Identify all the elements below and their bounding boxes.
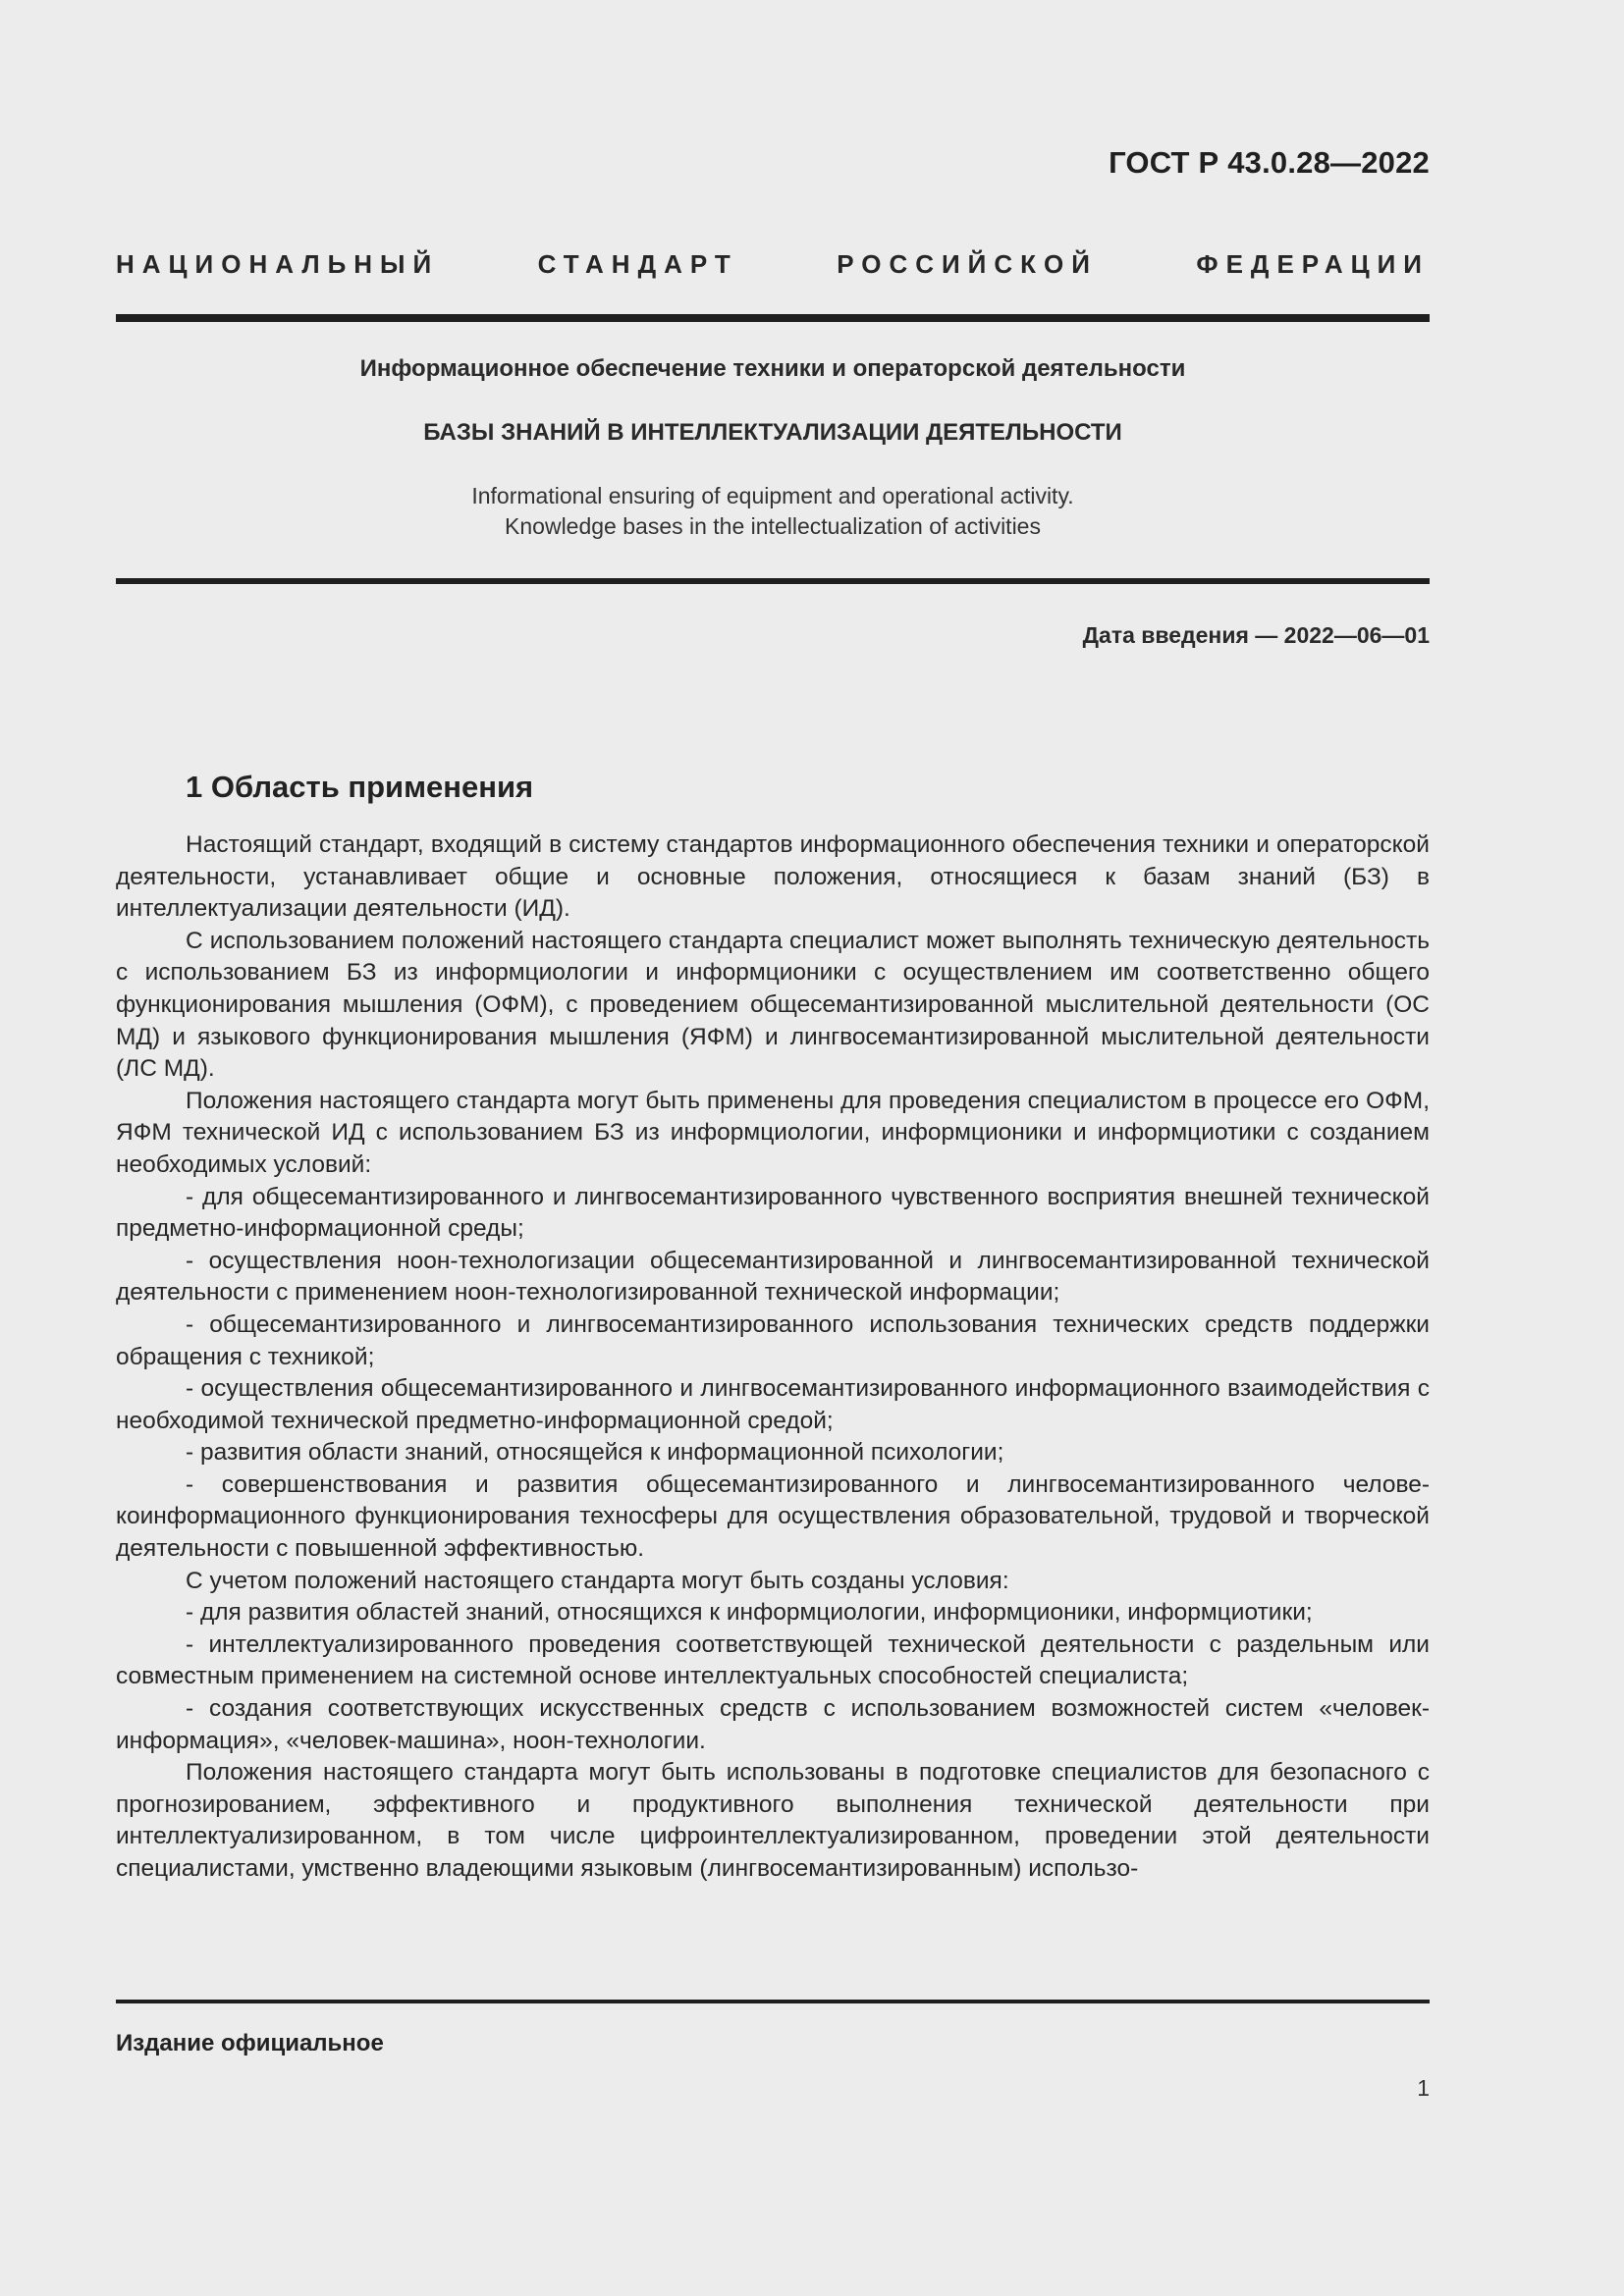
paragraph: С учетом положений настоящего стандарта могут быть созданы условия: xyxy=(186,1567,1009,1594)
page-number: 1 xyxy=(1417,2075,1430,2101)
list-item: - осуществления общесемантизированного и лингвосемантизированного информационного взаимодействия с необходимой технической предметно-информационной средой; xyxy=(116,1375,1430,1434)
document-code: ГОСТ Р 43.0.28—2022 xyxy=(1109,145,1430,180)
list-item: - общесемантизированного и лингвосемантизированного использования технических средств поддержки обращения с техникой; xyxy=(116,1310,1430,1370)
section-heading: 1 Область применения xyxy=(186,770,534,804)
official-edition-label: Издание официальное xyxy=(116,2030,384,2056)
list-item: - интеллектуализированного проведения соответствующей технической деятельности с раздельным или совместным применением на системной основе интеллектуальных способностей специалиста; xyxy=(116,1630,1430,1690)
introduction-date: Дата введения — 2022—06—01 xyxy=(1082,622,1430,648)
section-body xyxy=(116,829,1430,1886)
list-item: - совершенствования и развития общесемантизированного и лингвосемантизированного человекоинформационного функционирования техносферы для осуществления образовательной, трудовой и творческой деятельности с повышенной эффективностью. xyxy=(116,1470,1430,1563)
english-title xyxy=(116,481,1430,542)
middle-divider xyxy=(116,578,1430,584)
english-title-line-1: Informational ensuring of equipment and operational activity. xyxy=(471,483,1074,508)
list-item: - для развития областей знаний, относящихся к информциологии, информционики, информциотики; xyxy=(186,1599,1313,1627)
list-item: - развития области знаний, относящейся к информационной психологии; xyxy=(186,1439,1004,1467)
paragraph: Настоящий стандарт, входящий в систему стандартов информационного обеспечения техники и операторской деятельности, устанавливает общие и основные положения, относящиеся к базам знаний (БЗ) в интеллектуализации деятельности (ИД). xyxy=(116,831,1430,923)
main-title: БАЗЫ ЗНАНИЙ В ИНТЕЛЛЕКТУАЛИЗАЦИИ ДЕЯТЕЛЬНОСТИ xyxy=(423,419,1122,446)
paragraph: С использованием положений настоящего стандарта специалист может выполнять техническую деятельность с использованием БЗ из информциологии и информционики с осуществлением им соответственно общего функционирования мышления (ОФМ), с проведением общесемантизированной мыслительной деятельности (ОС МД) и языкового функционирования мышления (ЯФМ) и лингвосемантизированной мыслительной деятельности (ЛС МД). xyxy=(116,927,1430,1083)
list-item: - для общесемантизированного и лингвосемантизированного чувственного восприятия внешней технической предметно-информационной среды; xyxy=(116,1183,1430,1243)
list-item: - осуществления ноон-технологизации общесемантизированной и лингвосемантизированной технической деятельности с применением ноон-технологизированной технической информации; xyxy=(116,1247,1430,1307)
english-title-line-2: Knowledge bases in the intellectualization of activities xyxy=(505,513,1041,539)
top-divider xyxy=(116,314,1430,322)
paragraph: Положения настоящего стандарта могут быть применены для проведения специалистом в процессе его ОФМ, ЯФМ технической ИД с использованием БЗ из информциологии, информционики и информциотики с созданием необходимых условий: xyxy=(116,1087,1430,1178)
paragraph: Положения настоящего стандарта могут быть использованы в подготовке специалистов для безопасного с прогнозированием, эффективного и продуктивного выполнения технической деятельности при интеллектуализированном, в том числе цифроинтеллектуализированном, проведении этой деятельности специалистами, умственно владеющими языковым (лингвосемантизированным) использо- xyxy=(116,1759,1430,1882)
national-standard-header: НАЦИОНАЛЬНЫЙ СТАНДАРТ РОССИЙСКОЙ ФЕДЕРАЦИИ xyxy=(116,249,1430,279)
series-title: Информационное обеспечение техники и операторской деятельности xyxy=(359,355,1186,382)
footer-divider xyxy=(116,2000,1430,2003)
list-item: - создания соответствующих искусственных средств с использованием возможностей систем «человек-информация», «человек-машина», ноон-технологии. xyxy=(116,1695,1430,1754)
